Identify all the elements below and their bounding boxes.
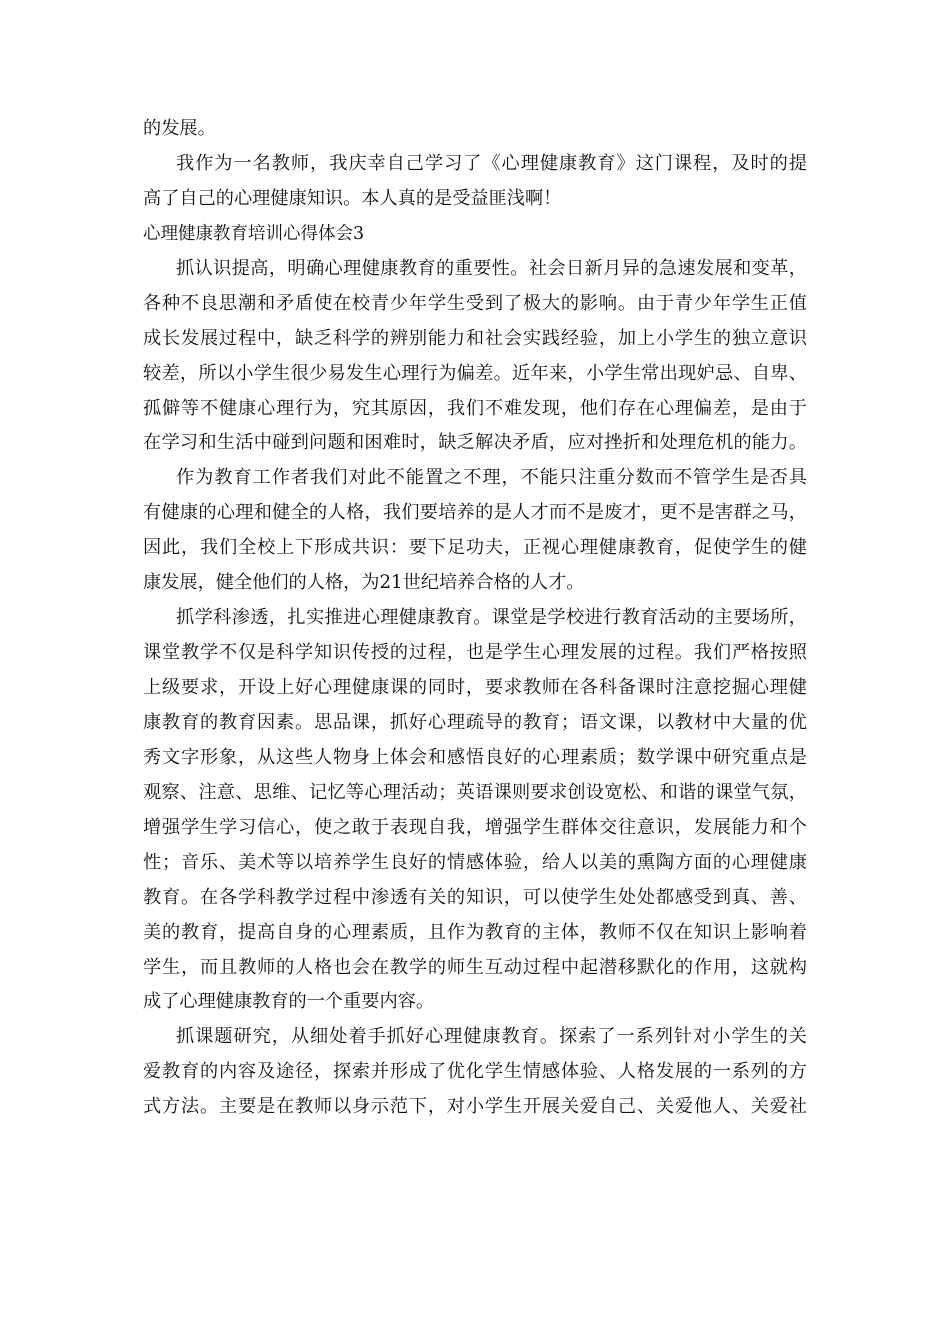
document-page [143,112,807,1125]
text-line: 因此，我们全校上下形成共识：要下足功夫，正视心理健康教育，促使学生的健 [143,537,807,559]
text-line: 成长发展过程中，缺乏科学的辨别能力和社会实践经验，加上小学生的独立意识 [143,327,807,349]
text-line: 孤僻等不健康心理行为，究其原因，我们不难发现，他们存在心理偏差，是由于 [143,397,807,419]
text-line: 增强学生学习信心，使之敢于表现自我，增强学生群体交往意识，发展能力和个 [143,816,807,838]
text-line: 学生，而且教师的人格也会在教学的师生互动过程中起潜移默化的作用，这就构 [143,956,807,978]
text-line: 较差，所以小学生很少易发生心理行为偏差。近年来，小学生常出现妒忌、自卑、 [143,362,807,384]
text-line: 爱教育的内容及途径，探索并形成了优化学生情感体验、人格发展的一系列的方 [143,1061,807,1083]
paragraph-first-line: 抓课题研究，从细处着手抓好心理健康教育。探索了一系列针对小学生的关 [176,1026,807,1048]
text-line: 高了自己的心理健康知识。本人真的是受益匪浅啊！ [143,187,562,209]
text-line: 教育。在各学科教学过程中渗透有关的知识，可以使学生处处都感受到真、善、 [143,886,807,908]
paragraph-first-line: 作为教育工作者我们对此不能置之不理，不能只注重分数而不管学生是否具 [176,467,807,489]
text-line: 课堂教学不仅是科学知识传授的过程，也是学生心理发展的过程。我们严格按照 [143,642,807,664]
text-line: 性；音乐、美术等以培养学生良好的情感体验，给人以美的熏陶方面的心理健康 [143,851,807,873]
text-line: 成了心理健康教育的一个重要内容。 [143,991,435,1013]
text-line: 式方法。主要是在教师以身示范下，对小学生开展关爱自己、关爱他人、关爱社 [143,1096,807,1118]
text-line: 的发展。 [143,118,216,139]
text-line: 观察、注意、思维、记忆等心理活动；英语课则要求创设宽松、和谐的课堂气氛， [143,781,807,803]
text-line: 康发展，健全他们的人格，为21世纪培养合格的人才。 [143,572,585,594]
paragraph-first-line: 抓学科渗透，扎实推进心理健康教育。课堂是学校进行教育活动的主要场所， [176,607,807,629]
text-line: 各种不良思潮和矛盾使在校青少年学生受到了极大的影响。由于青少年学生正值 [143,292,807,314]
text-line: 康教育的教育因素。思品课，抓好心理疏导的教育；语文课，以教材中大量的优 [143,711,807,733]
text-line: 美的教育，提高自身的心理素质，且作为教育的主体，教师不仅在知识上影响着 [143,921,807,943]
section-heading: 心理健康教育培训心得体会3 [143,223,365,244]
text-line: 秀文字形象，从这些人物身上体会和感悟良好的心理素质；数学课中研究重点是 [143,746,807,768]
text-line: 在学习和生活中碰到问题和困难时，缺乏解决矛盾，应对挫折和处理危机的能力。 [143,432,807,454]
paragraph-first-line: 我作为一名教师，我庆幸自己学习了《心理健康教育》这门课程，及时的提 [176,152,807,174]
text-line: 有健康的心理和健全的人格，我们要培养的是人才而不是废才，更不是害群之马， [143,502,807,524]
text-line: 上级要求，开设上好心理健康课的同时，要求教师在各科备课时注意挖掘心理健 [143,677,807,698]
paragraph-first-line: 抓认识提高，明确心理健康教育的重要性。社会日新月异的急速发展和变革， [176,257,807,279]
